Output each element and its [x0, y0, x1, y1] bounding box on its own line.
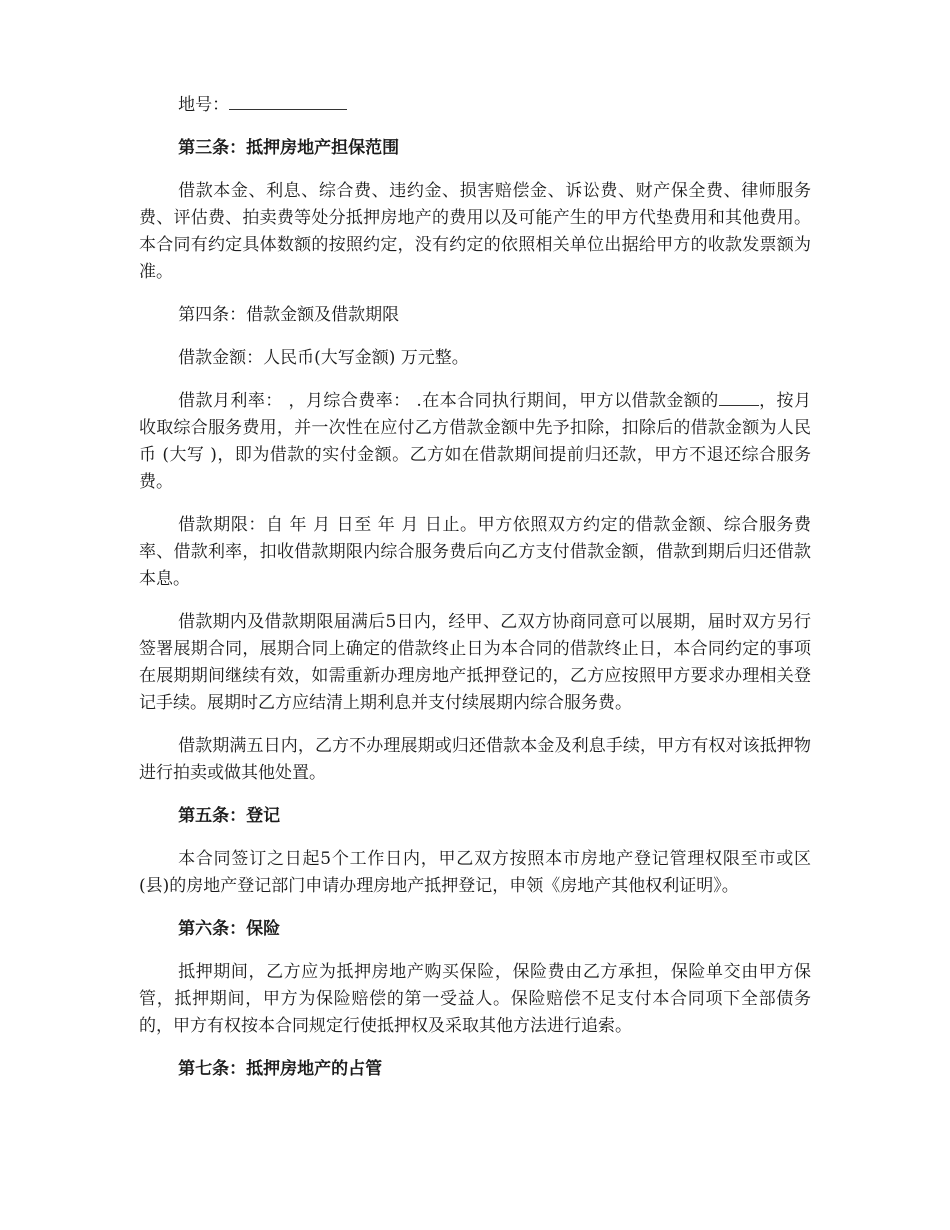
- loan-amount-paragraph: 借款金额：人民币(大写金额) 万元整。: [178, 348, 469, 368]
- article-7-heading: 第七条：抵押房地产的占管: [178, 1059, 383, 1079]
- article-5-heading: 第五条：登记: [178, 806, 281, 826]
- loan-term-paragraph: 借款期限：自 年 月 日至 年 月 日止。甲方依照双方约定的借款金额、综合服务费率、借款利率，扣收借款期限内综合服务费后向乙方支付借款金额，借款到期后归还借款本息。: [139, 515, 811, 589]
- fee-rate-blank: [719, 388, 759, 406]
- interest-rate-text-b: ，按月收取综合服务费用，并一次性在应付乙方借款金额中先予扣除，扣除后的借款金额为人民币 (大写 )，即为借款的实付金额。乙方如在借款期间提前归还款，甲方不退还综合服务费。: [139, 391, 811, 492]
- default-paragraph: 借款期满五日内，乙方不办理展期或归还借款本金及利息手续，甲方有权对该抵押物进行拍卖或做其他处置。: [139, 736, 811, 783]
- lot-number-blank: [229, 92, 347, 110]
- article-3-text: 借款本金、利息、综合费、违约金、损害赔偿金、诉讼费、财产保全费、律师服务费、评估费、拍卖费等处分抵押房地产的费用以及可能产生的甲方代垫费用和其他费用。本合同有约定具体数额的按照约定，没有约定的依照相关单位出据给甲方的收款发票额为准。: [139, 181, 811, 282]
- lot-number-line: [139, 92, 811, 119]
- article-5-text: 本合同签订之日起5个工作日内，甲乙双方按照本市房地产登记管理权限至市或区(县)的房地产登记部门申请办理房地产抵押登记，申领《房地产其他权利证明》。: [139, 849, 811, 896]
- document-page: [139, 92, 811, 1099]
- extension-paragraph: 借款期内及借款期限届满后5日内，经甲、乙双方协商同意可以展期，届时双方另行签署展期合同，展期合同上确定的借款终止日为本合同的借款终止日，本合同约定的事项在展期期间继续有效，如需重新办理房地产抵押登记的，乙方应按照甲方要求办理相关登记手续。展期时乙方应结清上期利息并支付续展期内综合服务费。: [139, 612, 811, 713]
- article-6-heading: 第六条：保险: [178, 919, 281, 939]
- article-3-heading: 第三条：抵押房地产担保范围: [178, 138, 400, 158]
- interest-rate-paragraph: [139, 388, 811, 496]
- article-4-heading: 第四条：借款金额及借款期限: [178, 305, 400, 325]
- interest-rate-text-a: 借款月利率： ，月综合费率： .在本合同执行期间，甲方以借款金额的: [178, 391, 719, 411]
- lot-number-label: 地号：: [178, 95, 230, 115]
- article-6-text: 抵押期间，乙方应为抵押房地产购买保险，保险费由乙方承担，保险单交由甲方保管，抵押期间，甲方为保险赔偿的第一受益人。保险赔偿不足支付本合同项下全部债务的，甲方有权按本合同规定行使抵押权及采取其他方法进行追索。: [139, 962, 811, 1036]
